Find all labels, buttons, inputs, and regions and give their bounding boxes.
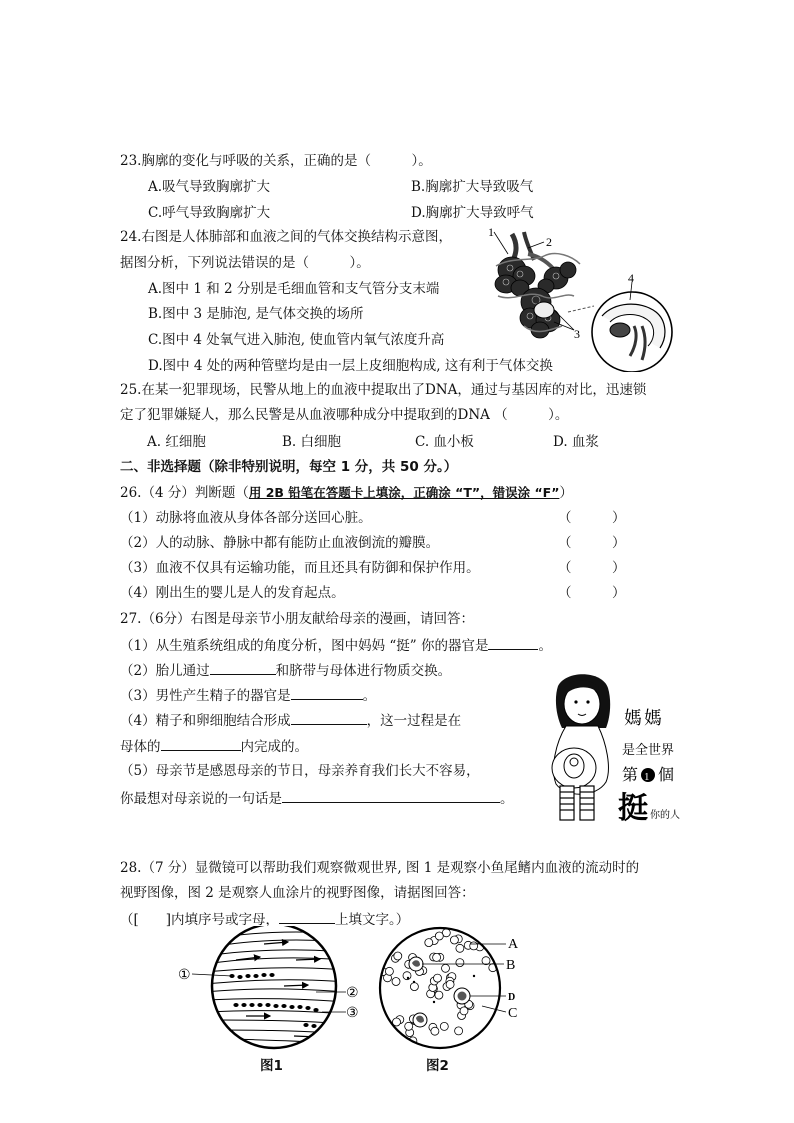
fig1-caption: 图1 [260, 1058, 283, 1074]
q27-item-5-end: 。 [500, 791, 514, 807]
red-blood-cell [470, 942, 478, 950]
q26-item-1-answer[interactable]: （ ） [558, 510, 626, 526]
q27-item-5: （5）母亲节是感恩母亲的节日，母亲养育我们长大不容易， [120, 763, 480, 779]
red-blood-cell [381, 944, 389, 952]
q27-item-3 [120, 685, 376, 705]
q27-heading: 27.（6分）右图是母亲节小朋友献给母亲的漫画，请回答： [120, 611, 475, 627]
q25-option-a: A. 红细胞 [147, 434, 206, 450]
q27-item-2-text: （2）胎儿通过 [120, 663, 210, 679]
q23-option-d: D.胸廓扩大导致呼气 [411, 205, 534, 221]
q26-item-1: （1）动脉将血液从身体各部分送回心脏。 [120, 510, 372, 526]
cartoon-text-di: 第 [622, 767, 639, 784]
blood-smear-figure [370, 926, 530, 1058]
q27-item-5-text: 你最想对母亲说的一句话是 [120, 791, 282, 807]
q27-item-4-blank-2[interactable] [161, 736, 241, 751]
mother-cartoon-figure [526, 672, 686, 832]
q27-item-4-end: 内完成的。 [240, 739, 308, 755]
red-blood-cell [435, 991, 443, 999]
lung-alveoli-figure [484, 226, 684, 372]
q27-item-1-text: （1）从生殖系统组成的角度分析，图中妈妈 “挺” 你的器官是 [120, 638, 489, 654]
q28-heading-line1: 28.（7 分）显微镜可以帮助我们观察微观世界, 图 1 是观察小鱼尾鳍内血液的流动时的 [120, 860, 640, 876]
q26-heading [120, 484, 573, 502]
cartoon-text-world: 是全世界 [622, 742, 675, 757]
q27-item-2-blank[interactable] [210, 660, 276, 675]
red-blood-cell [387, 1028, 395, 1036]
q23-option-c: C.呼气导致胸廓扩大 [148, 205, 271, 221]
q25-option-d: D. 血浆 [553, 434, 599, 450]
red-blood-cell [487, 1039, 495, 1047]
q25-stem-line1: 25.在某一犯罪现场，民警从地上的血液中提取出了DNA，通过与基因库的对比，迅速锁 [120, 382, 647, 398]
fig2-label-b: B [506, 958, 516, 973]
q27-item-4-cont [120, 736, 308, 756]
red-blood-cell [394, 952, 402, 960]
red-blood-cell [410, 983, 418, 991]
red-blood-cell [425, 939, 433, 947]
fig2-label-c: C [508, 1006, 518, 1021]
red-blood-cell [435, 932, 443, 940]
q27-item-3-end: 。 [362, 688, 377, 704]
fig1-label-1: ① [178, 968, 191, 983]
red-blood-cell [446, 980, 454, 988]
q28-instruction-end: 上填文字。） [335, 912, 410, 928]
red-blood-cell [456, 959, 464, 967]
red-blood-cell [450, 936, 458, 944]
q28-instruction-bracket: （[ ]内填序号或字母， [120, 912, 280, 928]
q24-option-b: B.图中 3 是肺泡, 是气体交换的场所 [148, 306, 364, 322]
q28-heading-line2: 视野图像，图 2 是观察人血涂片的视野图像，请据图回答： [120, 885, 475, 901]
red-blood-cell [440, 1022, 448, 1030]
section-2-heading: 二、非选择题（除非特别说明，每空 1 分，共 50 分。） [120, 459, 458, 475]
red-blood-cell [433, 953, 441, 961]
q27-item-3-blank[interactable] [291, 685, 363, 700]
q24-option-c: C.图中 4 处氧气进入肺泡, 使血管内氧气浓度升高 [148, 332, 445, 348]
q27-item-4-text-2: 母体的 [120, 739, 161, 755]
q26-item-3: （3）血液不仅具有运输功能，而且还具有防御和保护作用。 [120, 560, 480, 576]
q27-item-1-blank[interactable] [488, 635, 538, 650]
q27-item-5-blank[interactable] [282, 788, 500, 803]
red-blood-cell [478, 1038, 486, 1046]
fig1-label-3: ③ [346, 1006, 359, 1021]
cartoon-text-ge: 個 [658, 767, 675, 784]
q26-item-3-answer[interactable]: （ ） [558, 560, 626, 576]
q23-option-a: A.吸气导致胸廓扩大 [148, 179, 271, 195]
fig1-label-2: ② [346, 986, 359, 1001]
q25-option-b: B. 白细胞 [282, 434, 342, 450]
q27-item-3-text: （3）男性产生精子的器官是 [120, 688, 291, 704]
q27-item-1 [120, 635, 552, 655]
q25-option-c: C. 血小板 [415, 434, 474, 450]
red-blood-cell [460, 1007, 468, 1015]
red-blood-cell [456, 944, 464, 952]
q26-heading-instruction: 用 2B 铅笔在答题卡上填涂，正确涂 “T”，错误涂 “F” [248, 485, 560, 500]
q24-stem-line2: 据图分析，下列说法错误的是（ ）。 [120, 255, 370, 271]
q24-stem-line1: 24.右图是人体肺部和血液之间的气体交换结构示意图， [120, 229, 452, 245]
red-blood-cell [385, 967, 393, 975]
cartoon-text-ma2: 媽 [644, 708, 662, 728]
fig2-caption: 图2 [426, 1058, 449, 1074]
q25-stem-line2: 定了犯罪嫌疑人，那么民警是从血液哪种成分中提取到的DNA （ ）。 [120, 407, 569, 423]
q26-heading-close: ） [559, 485, 573, 501]
q26-item-4-answer[interactable]: （ ） [558, 585, 626, 601]
q24-option-a: A.图中 1 和 2 分别是毛细血管和支气管分支末端 [148, 281, 440, 297]
cartoon-text-ma1: 媽 [624, 708, 642, 728]
fig2-label-d: D [508, 992, 516, 1003]
red-blood-cell [482, 957, 490, 965]
q26-item-2: （2）人的动脉、静脉中都有能防止血液倒流的瓣膜。 [120, 535, 440, 551]
red-blood-cell [405, 1022, 413, 1030]
q26-item-2-answer[interactable]: （ ） [558, 535, 626, 551]
red-blood-cell [397, 926, 405, 934]
q27-item-4-mid: ，这一过程是在 [366, 713, 462, 729]
cartoon-text-ting: 挺 [618, 792, 648, 825]
q24-fig-label-2: 2 [546, 235, 552, 249]
q27-item-2-end: 和脐带与母体进行物质交换。 [275, 663, 452, 679]
q24-option-d: D.图中 4 处的两种管壁均是由一层上皮细胞构成, 这有利于气体交换 [148, 358, 553, 374]
red-blood-cell [398, 1040, 406, 1048]
q27-item-4-blank-1[interactable] [291, 710, 367, 725]
q28-instruction-blank [279, 909, 335, 924]
q27-item-4 [120, 710, 461, 730]
q26-item-4: （4）刚出生的婴儿是人的发育起点。 [120, 585, 345, 601]
cartoon-text-ni-de-ren: 你的人 [650, 810, 680, 821]
q23-option-b: B.胸廓扩大导致吸气 [411, 179, 534, 195]
red-blood-cell [455, 1027, 463, 1035]
red-blood-cell [392, 978, 400, 986]
fish-tail-blood-flow-figure [176, 926, 362, 1076]
red-blood-cell [431, 1027, 439, 1035]
fig2-label-a: A [508, 937, 519, 952]
red-blood-cell [388, 928, 396, 936]
q27-item-4-text: （4）精子和卵细胞结合形成 [120, 713, 291, 729]
red-blood-cell [434, 974, 442, 982]
red-blood-cell [442, 964, 450, 972]
cartoon-text-number: 1 [644, 771, 650, 783]
q24-fig-label-3: 3 [574, 327, 580, 341]
q27-item-2 [120, 660, 451, 680]
q27-item-5-cont [120, 788, 514, 808]
q23-stem: 23.胸廓的变化与呼吸的关系，正确的是（ ）。 [120, 153, 432, 169]
red-blood-cell [388, 1041, 396, 1049]
red-blood-cell [387, 1033, 395, 1041]
red-blood-cell [398, 930, 406, 938]
q26-heading-lead: 26.（4 分）判断题（ [120, 485, 249, 501]
q27-item-1-end: 。 [538, 638, 552, 654]
q24-fig-label-4: 4 [628, 271, 634, 285]
q24-fig-label-1: 1 [488, 226, 494, 239]
